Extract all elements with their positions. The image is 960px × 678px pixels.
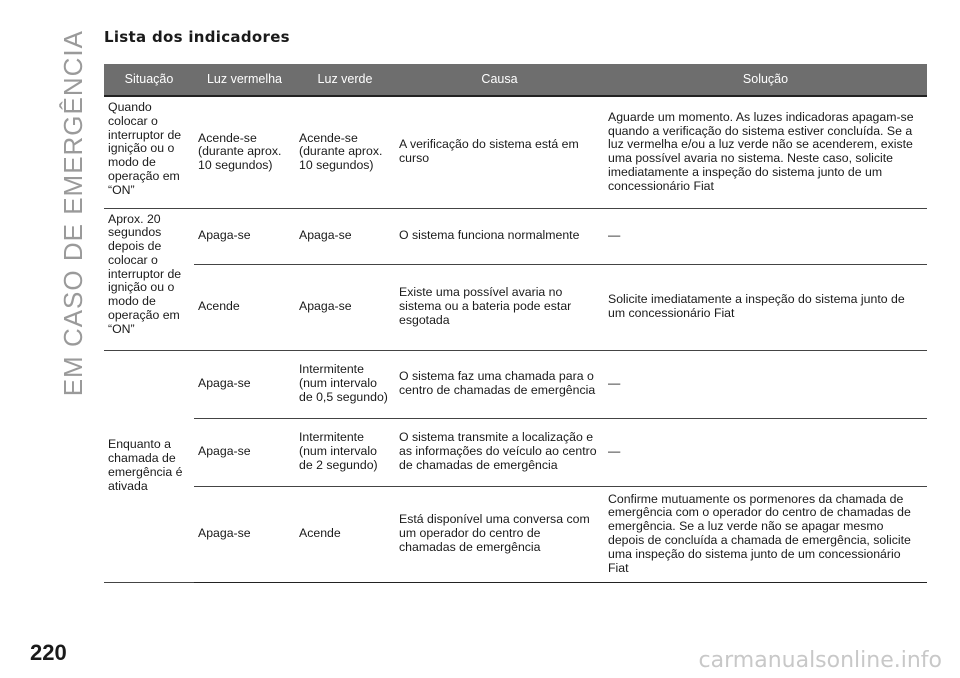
chapter-sidebar-title	[50, 30, 96, 397]
cell-solucao: Aguarde um momento. As luzes indicadoras apagam-se quando a verificação do sistema estiver concluída. Se a luz vermelha e/ou a luz verde não se acenderem, existe uma possível avaria no sistema. Neste caso, solicite imediatamente a inspeção do sistema junto de um concessionário Fiat	[604, 96, 927, 208]
cell-luz-vermelha: Apaga-se	[194, 418, 295, 486]
cell-situacao: Aprox. 20 segundos depois de colocar o interruptor de ignição ou o modo de operação em “ON”	[104, 208, 194, 350]
header-causa: Causa	[395, 64, 604, 96]
table-header-row	[104, 64, 927, 96]
cell-causa: Existe uma possível avaria no sistema ou a bateria pode estar esgotada	[395, 264, 604, 350]
table-row	[104, 96, 927, 208]
cell-causa: Está disponível uma conversa com um operador do centro de chamadas de emergência	[395, 486, 604, 582]
header-situacao: Situação	[104, 64, 194, 96]
table-row	[104, 418, 927, 486]
cell-luz-verde: Apaga-se	[295, 264, 395, 350]
cell-situacao: Enquanto a chamada de emergência é ativada	[104, 350, 194, 582]
chapter-title-text: EM CASO DE EMERGÊNCIA	[57, 30, 88, 397]
cell-luz-verde: Acende-se (durante aprox. 10 segundos)	[295, 96, 395, 208]
cell-luz-vermelha: Acende	[194, 264, 295, 350]
cell-luz-vermelha: Acende-se (durante aprox. 10 segundos)	[194, 96, 295, 208]
cell-causa: O sistema funciona normalmente	[395, 208, 604, 264]
cell-solucao: —	[604, 208, 927, 264]
cell-luz-verde: Acende	[295, 486, 395, 582]
cell-solucao: —	[604, 418, 927, 486]
cell-luz-vermelha: Apaga-se	[194, 486, 295, 582]
table-row	[104, 208, 927, 264]
cell-causa: A verificação do sistema está em curso	[395, 96, 604, 208]
header-solucao: Solução	[604, 64, 927, 96]
cell-luz-verde: Intermitente (num intervalo de 0,5 segundo)	[295, 350, 395, 418]
section-title: Lista dos indicadores	[104, 28, 290, 46]
cell-causa: O sistema transmite a localização e as informações do veículo ao centro de chamadas de emergência	[395, 418, 604, 486]
indicators-table	[104, 64, 927, 583]
cell-solucao: —	[604, 350, 927, 418]
cell-solucao: Solicite imediatamente a inspeção do sistema junto de um concessionário Fiat	[604, 264, 927, 350]
cell-situacao: Quando colocar o interruptor de ignição ou o modo de operação em “ON”	[104, 96, 194, 208]
cell-luz-verde: Intermitente (num intervalo de 2 segundo)	[295, 418, 395, 486]
page-number: 220	[30, 640, 67, 665]
table-row	[104, 486, 927, 582]
table-row	[104, 350, 927, 418]
cell-solucao: Confirme mutuamente os pormenores da chamada de emergência com o operador do centro de chamadas de emergência. Se a luz verde não se apagar mesmo depois de concluída a chamada de emergência, solicite uma inspeção do sistema junto de um concessionário Fiat	[604, 486, 927, 582]
header-luz-vermelha: Luz vermelha	[194, 64, 295, 96]
cell-luz-verde: Apaga-se	[295, 208, 395, 264]
header-luz-verde: Luz verde	[295, 64, 395, 96]
table-row	[104, 264, 927, 350]
cell-luz-vermelha: Apaga-se	[194, 350, 295, 418]
cell-luz-vermelha: Apaga-se	[194, 208, 295, 264]
cell-causa: O sistema faz uma chamada para o centro de chamadas de emergência	[395, 350, 604, 418]
watermark: carmanualsonline.info	[698, 648, 942, 673]
